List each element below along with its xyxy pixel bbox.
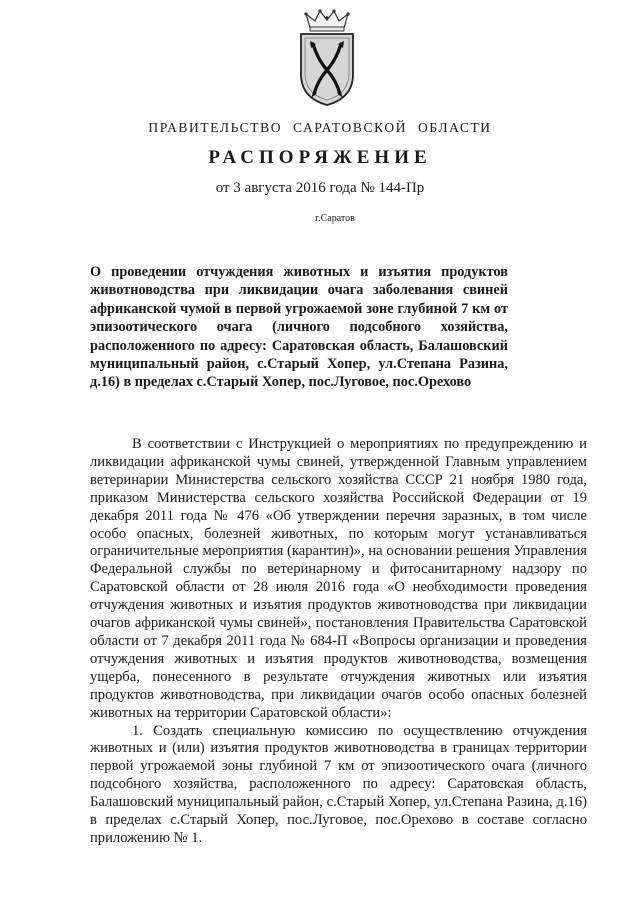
body-paragraph: 1. Создать специальную комиссию по осуществлению отчуждения животных и (или) изъятия продуктов животноводства в границах территории первой угрожаемой зоны глубиной 7 км от эпизоотического очага (личного подсобного хозяйства, расположенного по адресу: Саратовская область, Балашовский муниципальный район, с.Старый Хопер, ул.Степана Разина, д.16) в пределах с.Старый Хопер, пос.Луговое, пос.Орехово в составе согласно приложению № 1. bbox=[90, 722, 587, 846]
document-body bbox=[90, 436, 587, 848]
body-paragraph: В соответствии с Инструкцией о мероприятиях по предупреждению и ликвидации африканской чумы свиней, утвержденной Главным управлением ветеринарии Министерства сельского хозяйства СССР 21 ноября 1980 года, приказом Министерства сельского хозяйства Российской Федерации от 19 декабря 2011 года № 476 «Об утверждении перечня заразных, в том числе особо опасных, болезней животных, по которым могут устанавливаться ограничительные мероприятия (карантин)», на основании решения Управления Федеральной службы по ветеринарному и фитосанитарному надзору по Саратовской области от 28 июля 2016 года «О необходимости проведения отчуждения животных и изъятия продуктов животноводства при ликвидации очагов африканской чумы свиней», постановления Правительства Саратовской области от 7 декабря 2011 года № 684-П «Вопросы организации и проведения отчуждения животных и изъятия продуктов животноводства, возмещения ущерба, понесенного в результате отчуждения животных или изъятия продуктов животноводства, при ликвидации очагов особо опасных болезней животных на территории Саратовской области»: bbox=[90, 436, 587, 721]
coat-of-arms-icon bbox=[296, 8, 358, 108]
government-name: ПРАВИТЕЛЬСТВО САРАТОВСКОЙ ОБЛАСТИ bbox=[148, 120, 492, 135]
document-subject: О проведении отчуждения животных и изъятия продуктов животноводства при ликвидации очага заболевания свиней африканской чумой в первой угрожаемой зоне глубиной 7 км от эпизоотического очага (личного подсобного хозяйства, расположенного по адресу: Саратовская область, Балашовский муниципальный район, с.Старый Хопер, ул.Степана Разина, д.16) в пределах с.Старый Хопер, пос.Луговое, пос.Орехово bbox=[90, 264, 508, 391]
document-city: г.Саратов bbox=[315, 213, 355, 224]
document-date-number: от 3 августа 2016 года № 144-Пр bbox=[215, 180, 425, 196]
document-type: РАСПОРЯЖЕНИЕ bbox=[208, 147, 432, 168]
